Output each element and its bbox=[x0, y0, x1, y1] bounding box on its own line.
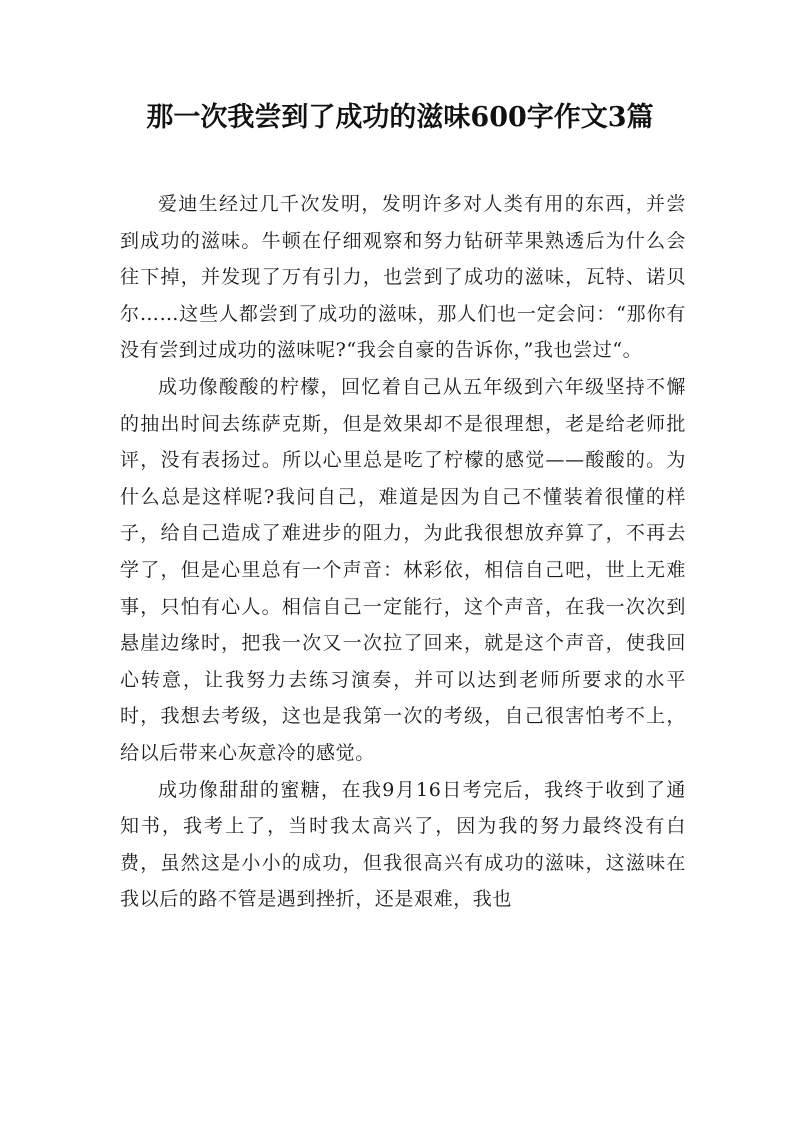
document-body bbox=[120, 186, 686, 918]
paragraph-2: 成功像酸酸的柠檬，回忆着自己从五年级到六年级坚持不懈的抽出时间去练萨克斯，但是效果却不是很理想，老是给老师批评，没有表扬过。所以心里总是吃了柠檬的感觉——酸酸的。为什么总是这样呢?我问自己，难道是因为自己不懂装着很懂的样子，给自己造成了难进步的阻力，为此我很想放弃算了，不再去学了，但是心里总有一个声音：林彩依，相信自己吧，世上无难事，只怕有心人。相信自己一定能行，这个声音，在我一次次到悬崖边缘时，把我一次又一次拉了回来，就是这个声音，使我回心转意，让我努力去练习演奏，并可以达到老师所要求的水平时，我想去考级，这也是我第一次的考级，自己很害怕考不上，给以后带来心灰意冷的感觉。 bbox=[120, 375, 686, 764]
document-title: 那一次我尝到了成功的滋味600字作文3篇 bbox=[146, 102, 654, 133]
paragraph-1: 爱迪生经过几千次发明，发明许多对人类有用的东西，并尝到成功的滋味。牛顿在仔细观察和努力钻研苹果熟透后为什么会往下掉，并发现了万有引力，也尝到了成功的滋味，瓦特、诺贝尔……这些人都尝到了成功的滋味，那人们也一定会问：“那你有没有尝到过成功的滋味呢?“我会自豪的告诉你，”我也尝过“。 bbox=[120, 193, 686, 362]
paragraph-3: 成功像甜甜的蜜糖，在我9月16日考完后，我终于收到了通知书，我考上了，当时我太高兴了，因为我的努力最终没有白费，虽然这是小小的成功，但我很高兴有成功的滋味，这滋味在我以后的路不管是遇到挫折，还是艰难，我也 bbox=[120, 778, 686, 911]
